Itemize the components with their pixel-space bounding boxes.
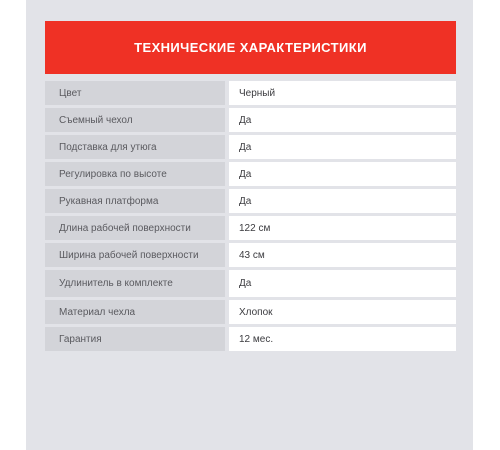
spec-row-height-adjust: [45, 162, 456, 186]
spec-header-title: ТЕХНИЧЕСКИЕ ХАРАКТЕРИСТИКИ: [134, 40, 367, 55]
spec-row-iron-rest: [45, 135, 456, 159]
spec-value: Да: [229, 270, 456, 297]
spec-value: 122 см: [229, 216, 456, 240]
spec-label: Съемный чехол: [45, 108, 225, 132]
spec-label: Материал чехла: [45, 300, 225, 324]
spec-label: Цвет: [45, 81, 225, 105]
spec-row-extension-cord: [45, 270, 456, 297]
spec-row-color: [45, 81, 456, 105]
spec-label: Подставка для утюга: [45, 135, 225, 159]
spec-header: [45, 21, 456, 74]
spec-value: 43 см: [229, 243, 456, 267]
spec-row-sleeve-board: [45, 189, 456, 213]
spec-row-cover-material: [45, 300, 456, 324]
spec-value: Да: [229, 135, 456, 159]
spec-label: Рукавная платформа: [45, 189, 225, 213]
spec-row-length: [45, 216, 456, 240]
spec-row-removable-cover: [45, 108, 456, 132]
spec-label: Гарантия: [45, 327, 225, 351]
spec-row-warranty: [45, 327, 456, 351]
spec-value: Черный: [229, 81, 456, 105]
spec-value: Да: [229, 162, 456, 186]
spec-value: 12 мес.: [229, 327, 456, 351]
spec-label: Длина рабочей поверхности: [45, 216, 225, 240]
spec-row-width: [45, 243, 456, 267]
spec-label: Ширина рабочей поверхности: [45, 243, 225, 267]
spec-table: [45, 81, 456, 354]
spec-label: Удлинитель в комплекте: [45, 270, 225, 297]
spec-value: Да: [229, 108, 456, 132]
spec-value: Да: [229, 189, 456, 213]
spec-label: Регулировка по высоте: [45, 162, 225, 186]
spec-value: Хлопок: [229, 300, 456, 324]
